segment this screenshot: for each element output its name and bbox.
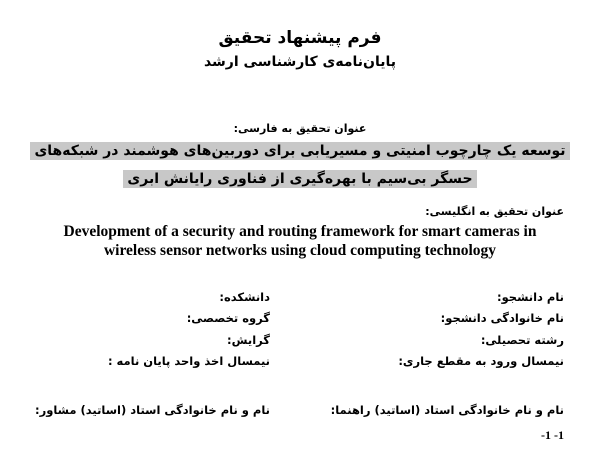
- department-group-field: گروه تخصصی:: [186, 311, 270, 325]
- persian-title-line-1: [0, 143, 600, 159]
- english-title-line-2: wireless sensor networks using cloud computing technology: [103, 242, 497, 259]
- persian-title-label: عنوان تحقیق به فارسی:: [233, 122, 367, 135]
- entry-semester-field: نیمسال ورود به مقطع جاری:: [398, 354, 564, 368]
- english-title-line-1: Development of a security and routing framework for smart cameras in: [63, 223, 537, 240]
- advisors-field: نام و نام خانوادگی استاد (اساتید) مشاور:: [34, 403, 270, 417]
- persian-title-line-2-text: حسگر بی‌سیم با بهره‌گیری از فناوری رایانش ابری: [123, 170, 476, 188]
- specialization-field: گرایش:: [227, 333, 270, 347]
- student-name-field: نام دانشجو:: [496, 290, 564, 304]
- faculty-field: دانشکده:: [219, 290, 270, 304]
- persian-title-line-2: [0, 171, 600, 187]
- student-family-field: نام خانوادگی دانشجو:: [440, 311, 564, 325]
- form-subtitle: پایان‌نامه‌ی کارشناسی ارشد: [203, 54, 397, 70]
- persian-title-line-1-text: توسعه یک چارچوب امنیتی و مسیریابی برای دوربین‌های هوشمند در شبکه‌های: [30, 142, 569, 160]
- section-number: -1 -1: [541, 428, 564, 442]
- supervisors-field: نام و نام خانوادگی استاد (اساتید) راهنما:: [330, 403, 564, 417]
- thesis-semester-field: نیمسال اخذ واحد پایان نامه :: [107, 354, 270, 368]
- form-title: فرم پیشنهاد تحقیق: [218, 28, 382, 48]
- english-title-label: عنوان تحقیق به انگلیسی:: [425, 205, 564, 218]
- field-of-study-field: رشته تحصیلی:: [480, 333, 564, 347]
